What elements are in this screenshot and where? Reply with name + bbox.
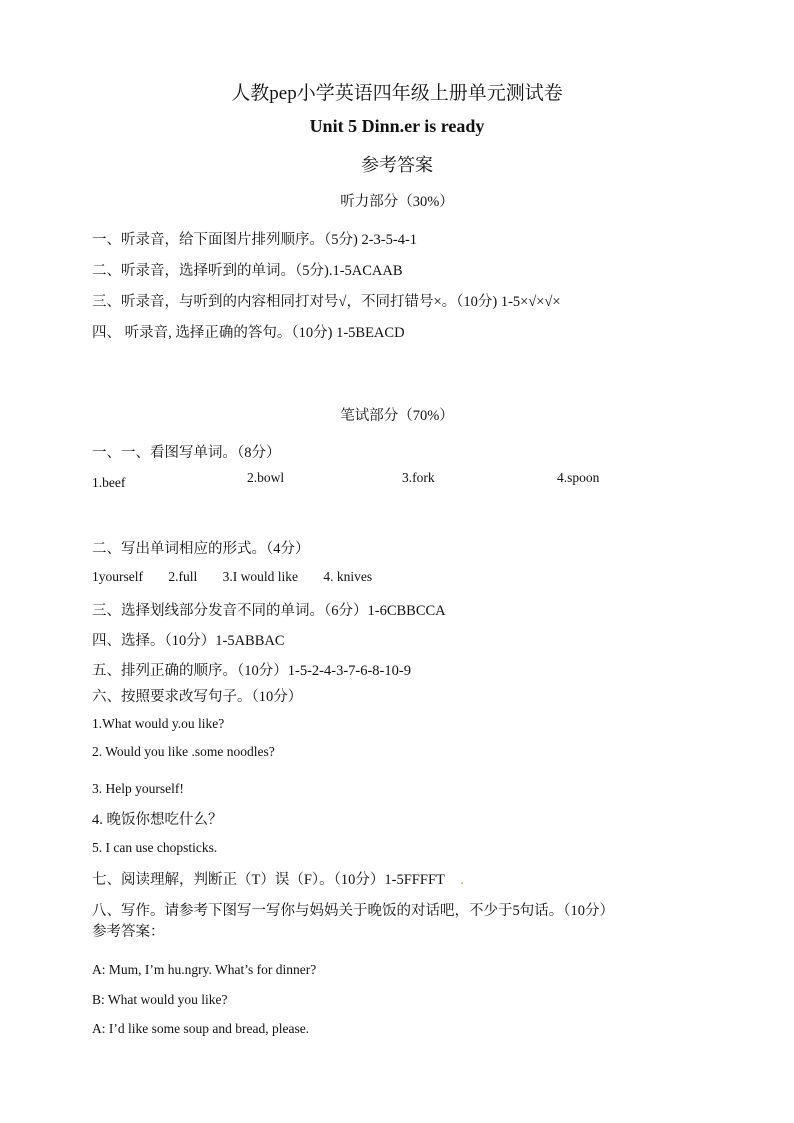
unit-title: Unit 5 Dinn.er is ready [309, 116, 485, 136]
dialogue-line: A: Mum, I’m hu.ngry. What’s for dinner? [92, 962, 317, 977]
rewrite-answer: 5. I can use chopsticks. [92, 840, 218, 855]
stray-dot: . [460, 872, 464, 888]
rewrite-answer: 2. Would you like .some noodles? [92, 744, 275, 759]
word-form-answer: 4. knives [323, 569, 373, 584]
listening-section-heading: 听力部分（30%） [340, 194, 454, 210]
written-s4-answer: 四、选择。（10分）1-5ABBAC [92, 633, 285, 649]
written-s5-answer: 五、排列正确的顺序。（10分）1-5-2-4-3-7-6-8-10-9 [92, 663, 411, 679]
vocab-answer: 1.beef [92, 475, 126, 490]
dialogue-line: A: I’d like some soup and bread, please. [92, 1021, 310, 1036]
vocab-answer: 4.spoon [557, 470, 600, 485]
reading-answer-text: 七、阅读理解，判断正（T）误（F）。（10分）1-5FFFFT [92, 872, 445, 888]
written-s7-answer [92, 868, 464, 889]
written-s8-title: 八、写作。请参考下图写一写你与妈妈关于晚饭的对话吧，不少于5句话。（10分） [92, 903, 614, 919]
word-form-answer: 3.I would like [222, 569, 298, 584]
writing-answer-label: 参考答案： [92, 924, 165, 940]
rewrite-answer: 4. 晚饭你想吃什么？ [92, 812, 223, 828]
dialogue-line: B: What would you like? [92, 992, 228, 1007]
written-s2-title: 二、写出单词相应的形式。（4分） [92, 541, 310, 557]
rewrite-answer: 3. Help yourself! [92, 781, 184, 796]
word-forms-answers [92, 569, 372, 585]
word-form-answer: 1yourself [92, 569, 143, 584]
vocab-answer: 3.fork [402, 470, 435, 485]
listening-q2-answer: 二、听录音，选择听到的单词。（5分).1-5ACAAB [92, 263, 403, 279]
written-s3-answer: 三、选择划线部分发音不同的单词。（6分）1-6CBBCCA [92, 603, 446, 619]
listening-q3-answer: 三、听录音，与听到的内容相同打对号√，不同打错号×。（10分) 1-5×√×√× [92, 294, 561, 310]
written-s6-title: 六、按照要求改写句子。（10分） [92, 689, 303, 705]
vocab-answer: 2.bowl [247, 470, 285, 485]
listening-q4-answer: 四、 听录音, 选择正确的答句。（10分) 1-5BEACD [92, 325, 405, 341]
written-section-heading: 笔试部分（70%） [340, 408, 454, 424]
written-s1-title: 一、一、看图写单词。（8分） [92, 445, 281, 461]
document-title: 人教pep小学英语四年级上册单元测试卷 [231, 83, 563, 104]
answer-key-heading: 参考答案 [361, 155, 433, 175]
word-form-answer: 2.full [168, 569, 198, 584]
listening-q1-answer: 一、听录音，给下面图片排列顺序。（5分) 2-3-5-4-1 [92, 232, 418, 248]
rewrite-answer: 1.What would y.ou like? [92, 716, 225, 731]
